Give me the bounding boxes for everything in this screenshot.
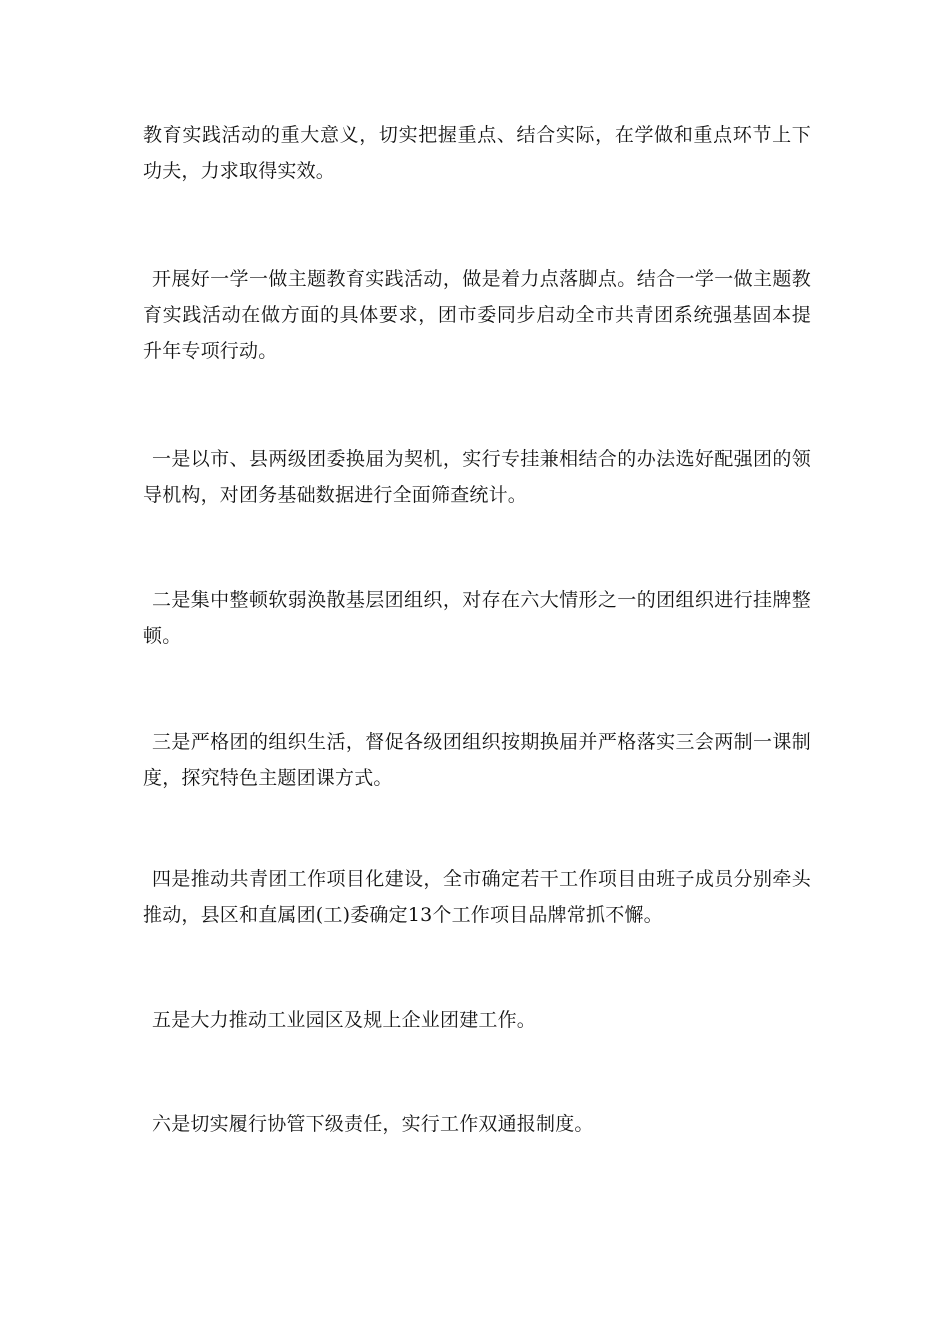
paragraph-3: 一是以市、县两级团委换届为契机，实行专挂兼相结合的办法选好配强团的领导机构，对团务基础数据进行全面筛查统计。: [143, 448, 811, 506]
paragraph-6: 四是推动共青团工作项目化建设，全市确定若干工作项目由班子成员分别牵头推动，县区和直属团(工)委确定13个工作项目品牌常抓不懈。: [143, 868, 811, 926]
paragraph-5: 三是严格团的组织生活，督促各级团组织按期换届并严格落实三会两制一课制度，探究特色主题团课方式。: [143, 731, 811, 789]
paragraph-1: 教育实践活动的重大意义，切实把握重点、结合实际，在学做和重点环节上下功夫，力求取得实效。: [143, 124, 811, 182]
paragraph-4: 二是集中整顿软弱涣散基层团组织，对存在六大情形之一的团组织进行挂牌整顿。: [143, 589, 811, 647]
paragraph-2: 开展好一学一做主题教育实践活动，做是着力点落脚点。结合一学一做主题教育实践活动在做方面的具体要求，团市委同步启动全市共青团系统强基固本提升年专项行动。: [143, 268, 811, 362]
paragraph-8: 六是切实履行协管下级责任，实行工作双通报制度。: [152, 1113, 594, 1135]
paragraph-7: 五是大力推动工业园区及规上企业团建工作。: [152, 1009, 537, 1031]
